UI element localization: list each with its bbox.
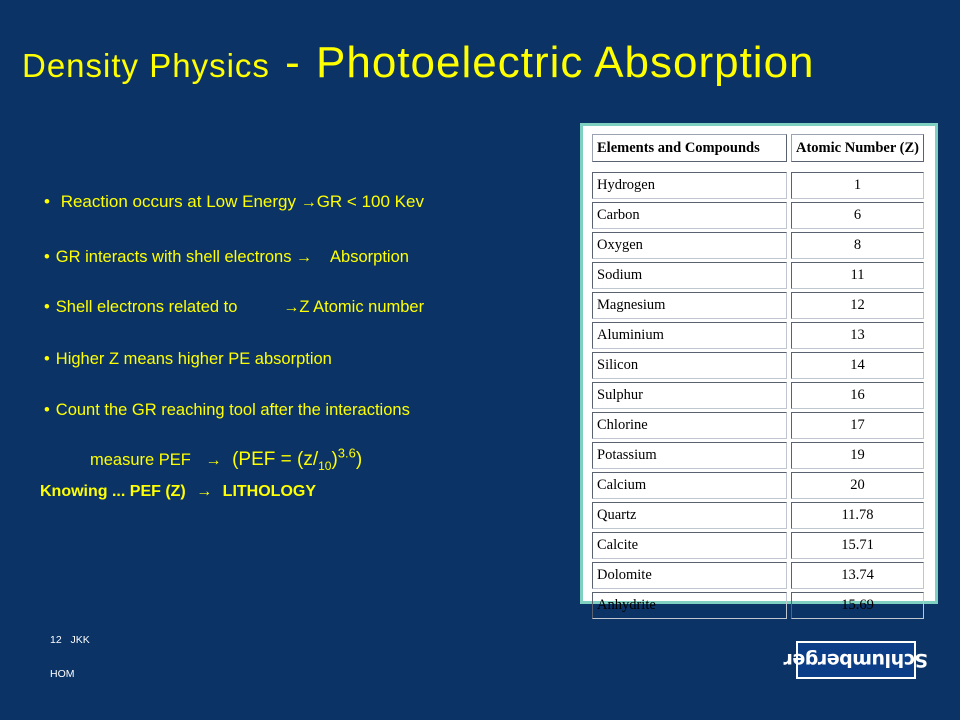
- table-row: [592, 232, 924, 259]
- atomic-number-cell: 20: [791, 472, 924, 499]
- atomic-number-cell: 11.78: [791, 502, 924, 529]
- slide-title: [22, 38, 952, 88]
- table-row: [592, 562, 924, 589]
- table-row: [592, 352, 924, 379]
- atomic-number-cell: 13.74: [791, 562, 924, 589]
- atomic-number-cell: 11: [791, 262, 924, 289]
- atomic-number-cell: 8: [791, 232, 924, 259]
- bullet-dot-icon: •: [44, 401, 50, 419]
- schlumberger-logo: [783, 641, 929, 679]
- formula-close-paren: ): [331, 449, 338, 471]
- element-name-cell: Dolomite: [592, 562, 787, 589]
- bullet-text: Reaction occurs at Low Energy: [60, 192, 301, 211]
- bullet-text-after: Z Atomic number: [299, 298, 425, 316]
- arrow-right-icon: →: [196, 483, 213, 500]
- bullet-dot-icon: •: [44, 248, 50, 266]
- element-name-cell: Potassium: [592, 442, 787, 469]
- table-row: [592, 322, 924, 349]
- element-name-cell: Hydrogen: [592, 172, 787, 199]
- formula-subscript: 10: [318, 459, 332, 474]
- column-header-atomic-number: Atomic Number (Z): [791, 134, 924, 162]
- bullet-item-count-gr: [44, 401, 410, 420]
- bullet-dot-icon: •: [44, 350, 50, 368]
- table-spacer-row: [592, 165, 924, 169]
- knowing-result: LITHOLOGY: [222, 483, 316, 500]
- bullet-text: Shell electrons related to: [55, 298, 238, 316]
- element-name-cell: Oxygen: [592, 232, 787, 259]
- table-row: [592, 412, 924, 439]
- element-name-cell: Sodium: [592, 262, 787, 289]
- arrow-right-icon: →: [296, 249, 313, 266]
- formula-exponent: 3.6: [337, 446, 356, 461]
- atomic-number-cell: 12: [791, 292, 924, 319]
- bullet-dot-icon: •: [44, 298, 50, 316]
- atomic-number-cell: 13: [791, 322, 924, 349]
- formula-open: (PEF = (z/: [232, 449, 319, 471]
- author-initials: JKK: [70, 634, 90, 646]
- atomic-number-cell: 14: [791, 352, 924, 379]
- element-name-cell: Carbon: [592, 202, 787, 229]
- atomic-number-cell: 15.71: [791, 532, 924, 559]
- title-separator: -: [271, 38, 315, 87]
- bullet-item-z-atomic: [44, 298, 424, 317]
- arrow-right-icon: →: [283, 299, 300, 316]
- title-part-1: Density Physics: [22, 47, 270, 84]
- table-row: [592, 172, 924, 199]
- bullet-text-after: GR < 100 Kev: [316, 192, 424, 211]
- atomic-number-cell: 16: [791, 382, 924, 409]
- measure-pef-line: [46, 446, 362, 473]
- element-name-cell: Silicon: [592, 352, 787, 379]
- pef-formula: [232, 446, 363, 474]
- element-name-cell: Chlorine: [592, 412, 787, 439]
- bullet-item-shell-electrons: [44, 248, 409, 267]
- column-header-elements: Elements and Compounds: [592, 134, 787, 162]
- table-row: [592, 382, 924, 409]
- element-name-cell: Aluminium: [592, 322, 787, 349]
- atomic-number-cell: 19: [791, 442, 924, 469]
- arrow-right-icon: →: [300, 194, 317, 211]
- table-row: [592, 502, 924, 529]
- element-name-cell: Quartz: [592, 502, 787, 529]
- page-number: 12: [50, 634, 62, 646]
- table-row: [592, 532, 924, 559]
- bullet-text: Count the GR reaching tool after the interactions: [55, 401, 410, 419]
- atomic-number-table-frame: [580, 123, 938, 613]
- bullet-text-after: Absorption: [330, 248, 409, 266]
- bullet-text: Higher Z means higher PE absorption: [55, 350, 332, 368]
- bullet-item-higher-z: [44, 350, 332, 369]
- knowing-line: [40, 483, 316, 501]
- element-name-cell: Calcite: [592, 532, 787, 559]
- table-row: [592, 592, 924, 619]
- table-body: [592, 165, 924, 619]
- footer-page-info: [50, 634, 90, 646]
- atomic-number-table: [588, 131, 928, 622]
- table-header-row: [592, 134, 924, 162]
- atomic-number-cell: 15.69: [791, 592, 924, 619]
- table-row: [592, 442, 924, 469]
- table-row: [592, 262, 924, 289]
- element-name-cell: Anhydrite: [592, 592, 787, 619]
- title-part-2: Photoelectric Absorption: [316, 38, 815, 87]
- table-row: [592, 292, 924, 319]
- formula-close: ): [355, 449, 363, 471]
- element-name-cell: Sulphur: [592, 382, 787, 409]
- atomic-number-cell: 17: [791, 412, 924, 439]
- element-name-cell: Magnesium: [592, 292, 787, 319]
- bullet-dot-icon: •: [44, 192, 50, 211]
- bullet-item-low-energy: [44, 192, 424, 212]
- element-name-cell: Calcium: [592, 472, 787, 499]
- logo-text: Schlumberger: [783, 649, 929, 671]
- arrow-right-icon: →: [205, 452, 222, 470]
- table-row: [592, 472, 924, 499]
- knowing-text: Knowing ... PEF (Z): [40, 483, 186, 500]
- footer-code: HOM: [50, 668, 75, 680]
- measure-label: measure PEF: [90, 451, 191, 470]
- table-row: [592, 202, 924, 229]
- bullet-text: GR interacts with shell electrons: [55, 248, 297, 266]
- atomic-number-cell: 6: [791, 202, 924, 229]
- atomic-number-cell: 1: [791, 172, 924, 199]
